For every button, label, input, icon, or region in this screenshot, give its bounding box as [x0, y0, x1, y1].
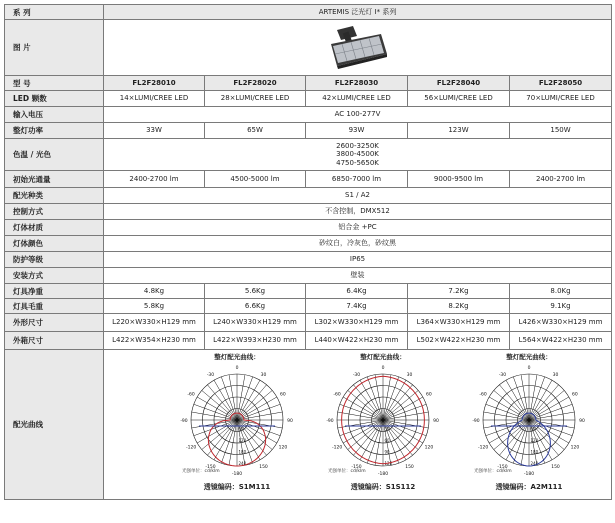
- lens-code: 透镜编码：A2M111: [495, 482, 563, 491]
- cct-line: 2600-3250K: [336, 141, 379, 150]
- model-value: FL2F28040: [408, 76, 510, 91]
- photometric-chart: [152, 351, 322, 499]
- model-value: FL2F28030: [306, 76, 408, 91]
- net-weight-value: 7.2Kg: [408, 284, 510, 299]
- ring-tick-label: 180: [238, 449, 247, 454]
- size-value: L426×W330×H129 mm: [510, 314, 612, 332]
- model-row: [5, 76, 612, 91]
- ring-tick-label: 60: [238, 426, 244, 431]
- angle-tick-label: 120: [278, 445, 288, 450]
- model-label: 型 号: [5, 76, 104, 91]
- net-weight-value: 5.6Kg: [205, 284, 306, 299]
- power-label: 整灯功率: [5, 123, 104, 139]
- install-label: 安装方式: [5, 268, 104, 284]
- angle-tick-label: 150: [259, 464, 268, 470]
- angle-tick-label: -60: [187, 392, 195, 397]
- angle-tick-label: 90: [579, 418, 585, 424]
- color-label: 灯体颜色: [5, 236, 104, 252]
- net-weight-value: 6.4Kg: [306, 284, 408, 299]
- voltage-row: [5, 107, 612, 123]
- cct-row: [5, 139, 612, 171]
- net-weight-row: [5, 284, 612, 299]
- angle-tick-label: 150: [405, 464, 414, 470]
- ring-tick-label: 120: [384, 460, 393, 466]
- angle-tick-label: 30: [552, 372, 559, 378]
- photometric-chart: [298, 351, 468, 499]
- angle-tick-label: 0: [235, 365, 239, 371]
- ring-tick-label: 120: [238, 437, 247, 443]
- product-image-cell: [104, 20, 612, 76]
- angle-tick-label: -120: [477, 445, 489, 450]
- curve-title: 整灯配光曲线：: [360, 352, 406, 361]
- ring-tick-label: 30: [384, 426, 390, 431]
- voltage-value: AC 100-277V: [104, 107, 612, 123]
- model-value: FL2F28010: [104, 76, 205, 91]
- angle-tick-label: -120: [331, 445, 343, 450]
- model-value: FL2F28050: [510, 76, 612, 91]
- angle-tick-label: -90: [180, 418, 188, 424]
- angle-tick-label: -30: [498, 372, 507, 378]
- optics-label: 配光种类: [5, 188, 104, 204]
- ip-value: IP65: [104, 252, 612, 268]
- angle-tick-label: 30: [406, 372, 413, 378]
- angle-tick-label: 150: [551, 464, 560, 470]
- curve-label: 配光曲线: [5, 350, 104, 500]
- curve-title: 整灯配光曲线：: [506, 352, 552, 361]
- angle-tick-label: 120: [424, 445, 434, 450]
- box-row: [5, 332, 612, 350]
- led-label: LED 颗数: [5, 91, 104, 107]
- gross-weight-label: 灯具毛重: [5, 299, 104, 314]
- floodlight-photo: [323, 24, 393, 74]
- box-value: L422×W393×H230 mm: [205, 332, 306, 350]
- gross-weight-value: 7.4Kg: [306, 299, 408, 314]
- flux-row: [5, 171, 612, 188]
- control-row: [5, 204, 612, 220]
- color-row: [5, 236, 612, 252]
- led-row: [5, 91, 612, 107]
- angle-tick-label: 60: [572, 392, 578, 397]
- led-value: 70×LUMI/CREE LED: [510, 91, 612, 107]
- angle-tick-label: 0: [527, 365, 531, 371]
- led-value: 42×LUMI/CREE LED: [306, 91, 408, 107]
- net-weight-value: 4.8Kg: [104, 284, 205, 299]
- gross-weight-value: 9.1Kg: [510, 299, 612, 314]
- power-value: 123W: [408, 123, 510, 139]
- angle-tick-label: -30: [352, 372, 361, 378]
- box-value: L502×W422×H230 mm: [408, 332, 510, 350]
- size-row: [5, 314, 612, 332]
- curve-unit: 光强单位：cd/klm: [182, 468, 220, 474]
- led-value: 14×LUMI/CREE LED: [104, 91, 205, 107]
- ring-tick-label: 90: [384, 449, 390, 454]
- size-value: L364×W330×H129 mm: [408, 314, 510, 332]
- size-label: 外形尺寸: [5, 314, 104, 332]
- box-value: L440×W422×H230 mm: [306, 332, 408, 350]
- angle-tick-label: -180: [523, 471, 535, 477]
- angle-tick-label: 60: [280, 392, 286, 397]
- cct-line: 4750-5650K: [336, 158, 379, 167]
- size-value: L302×W330×H129 mm: [306, 314, 408, 332]
- cct-label: 色温 / 光色: [5, 139, 104, 171]
- material-label: 灯体材质: [5, 220, 104, 236]
- color-value: 砂纹白，冷灰色，砂纹黑: [104, 236, 612, 252]
- curve-unit: 光强单位：cd/klm: [474, 468, 512, 474]
- angle-tick-label: -30: [206, 372, 215, 378]
- ring-tick-label: 240: [530, 460, 539, 466]
- ring-tick-label: 60: [530, 426, 536, 431]
- flux-value: 6850-7000 lm: [306, 171, 408, 188]
- flux-value: 2400-2700 lm: [104, 171, 205, 188]
- curve-row: [5, 350, 612, 500]
- flux-value: 2400-2700 lm: [510, 171, 612, 188]
- series-name: ARTEMIS 泛光灯 Ⅰ* 系列: [104, 5, 612, 20]
- image-row: [5, 20, 612, 76]
- angle-tick-label: 90: [287, 418, 293, 424]
- angle-tick-label: -60: [479, 392, 487, 397]
- cct-line: 3800-4500K: [336, 150, 379, 159]
- flux-label: 初始光通量: [5, 171, 104, 188]
- optics-value: S1 / A2: [104, 188, 612, 204]
- angle-tick-label: -150: [205, 464, 216, 470]
- ring-tick-label: 60: [384, 437, 390, 443]
- install-row: [5, 268, 612, 284]
- lens-code: 透镜编码：S1M111: [203, 482, 271, 491]
- install-value: 壁装: [104, 268, 612, 284]
- size-value: L240×W330×H129 mm: [205, 314, 306, 332]
- angle-tick-label: -150: [351, 464, 362, 470]
- polar-plot: [298, 360, 468, 480]
- optics-row: [5, 188, 612, 204]
- angle-tick-label: -120: [185, 445, 197, 450]
- gross-weight-value: 5.8Kg: [104, 299, 205, 314]
- curve-unit: 光强单位：cd/klm: [328, 468, 366, 474]
- ip-label: 防护等级: [5, 252, 104, 268]
- net-weight-label: 灯具净重: [5, 284, 104, 299]
- voltage-label: 输入电压: [5, 107, 104, 123]
- angle-tick-label: -90: [472, 418, 480, 424]
- ring-tick-label: 180: [530, 449, 539, 454]
- box-value: L564×W422×H230 mm: [510, 332, 612, 350]
- cct-value: [104, 139, 612, 171]
- angle-tick-label: -90: [326, 418, 334, 424]
- ring-tick-label: 240: [238, 460, 247, 466]
- ip-row: [5, 252, 612, 268]
- ring-tick-label: 120: [530, 437, 539, 443]
- series-row: [5, 5, 612, 20]
- flux-value: 9000-9500 lm: [408, 171, 510, 188]
- image-label: 图 片: [5, 20, 104, 76]
- angle-tick-label: 0: [381, 365, 385, 371]
- series-label: 系 列: [5, 5, 104, 20]
- angle-tick-label: -180: [231, 471, 243, 477]
- photometric-chart: [444, 351, 612, 499]
- curve-title: 整灯配光曲线：: [214, 352, 260, 361]
- polar-plot: [152, 360, 322, 480]
- gross-weight-value: 6.6Kg: [205, 299, 306, 314]
- gross-weight-value: 8.2Kg: [408, 299, 510, 314]
- box-label: 外箱尺寸: [5, 332, 104, 350]
- net-weight-value: 8.0Kg: [510, 284, 612, 299]
- angle-tick-label: -60: [333, 392, 341, 397]
- power-value: 93W: [306, 123, 408, 139]
- angle-tick-label: 60: [426, 392, 432, 397]
- spec-table: [4, 4, 612, 500]
- angle-tick-label: 30: [260, 372, 267, 378]
- polar-plot: [444, 360, 612, 480]
- angle-tick-label: 90: [433, 418, 439, 424]
- led-value: 56×LUMI/CREE LED: [408, 91, 510, 107]
- power-value: 33W: [104, 123, 205, 139]
- box-value: L422×W354×H230 mm: [104, 332, 205, 350]
- led-value: 28×LUMI/CREE LED: [205, 91, 306, 107]
- flux-value: 4500-5000 lm: [205, 171, 306, 188]
- angle-tick-label: -180: [377, 471, 389, 477]
- curve-cell: [104, 350, 612, 500]
- power-value: 150W: [510, 123, 612, 139]
- gross-weight-row: [5, 299, 612, 314]
- power-row: [5, 123, 612, 139]
- size-value: L220×W330×H129 mm: [104, 314, 205, 332]
- material-value: 铝合金 +PC: [104, 220, 612, 236]
- control-label: 控制方式: [5, 204, 104, 220]
- power-value: 65W: [205, 123, 306, 139]
- control-value: 不含控制，DMX512: [104, 204, 612, 220]
- model-value: FL2F28020: [205, 76, 306, 91]
- lens-code: 透镜编码：S1S112: [350, 482, 416, 491]
- angle-tick-label: 120: [570, 445, 580, 450]
- angle-tick-label: -150: [497, 464, 508, 470]
- material-row: [5, 220, 612, 236]
